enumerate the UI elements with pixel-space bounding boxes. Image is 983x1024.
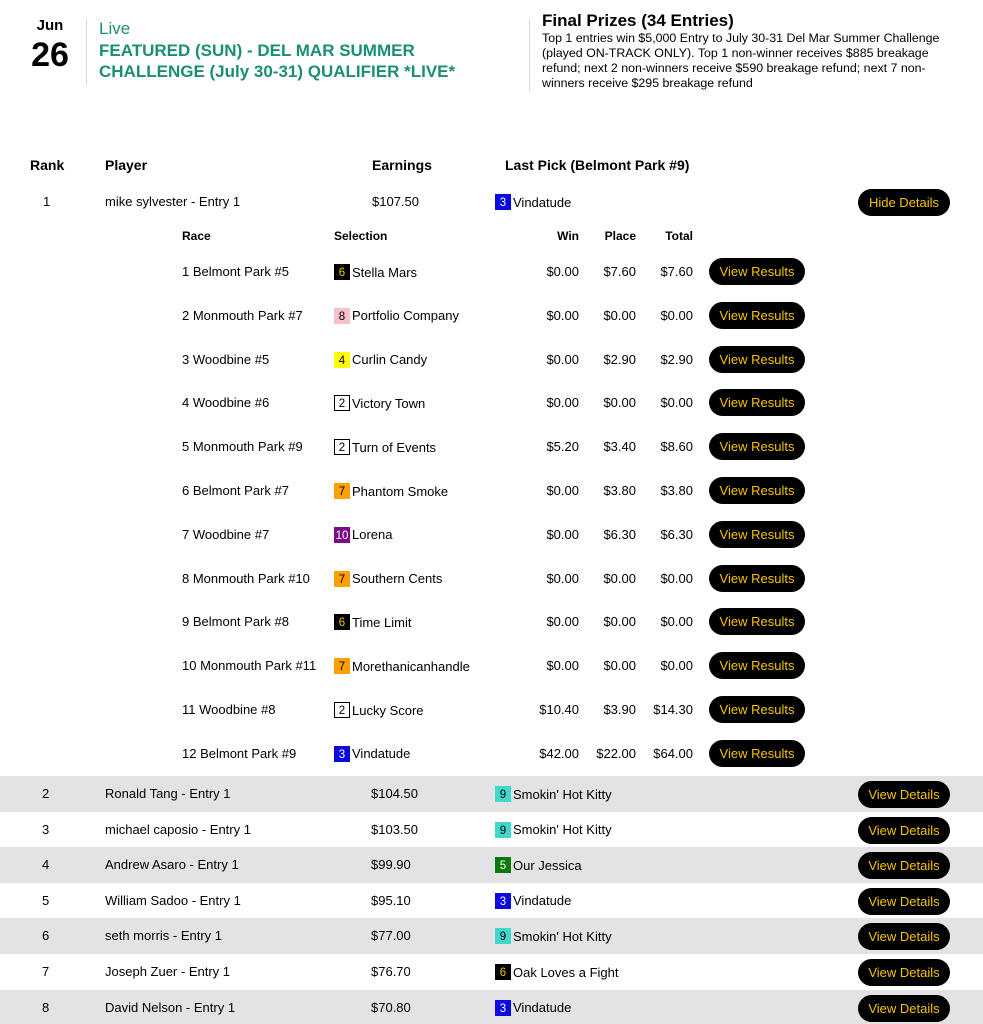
horse-name: Vindatude [513,194,572,210]
horse-name: Turn of Events [352,439,437,455]
view-details-button[interactable]: View Details [858,888,950,915]
horse-name: Smokin' Hot Kitty [513,928,612,944]
view-results-button[interactable]: View Results [709,346,805,373]
win-cell: $0.00 [546,307,579,323]
view-results-button[interactable]: View Results [709,652,805,679]
horse-name: Vindatude [513,1000,572,1016]
total-cell: $0.00 [660,614,693,630]
details-row [0,425,983,469]
view-results-button[interactable]: View Results [709,433,805,460]
saddle-cloth-number: 2 [334,702,350,718]
details-row [0,732,983,776]
rank-cell: 5 [42,892,50,908]
player-cell: David Nelson - Entry 1 [105,999,236,1015]
player-cell: michael caposio - Entry 1 [105,821,251,837]
total-cell: $8.60 [660,439,693,455]
view-results-button[interactable]: View Results [709,258,805,285]
rank-cell: 1 [43,194,51,209]
horse-name: Smokin' Hot Kitty [513,786,612,802]
rank-cell: 3 [42,821,50,837]
place-cell: $0.00 [603,614,636,630]
details-row [0,513,983,557]
details-row [0,469,983,513]
saddle-cloth-number: 7 [334,483,350,499]
view-results-button[interactable]: View Results [709,565,805,592]
selection-cell [334,688,424,732]
view-results-button[interactable]: View Results [709,477,805,504]
saddle-cloth-number: 7 [334,571,350,587]
saddle-cloth-number: 9 [495,786,511,802]
saddle-cloth-number: 6 [334,264,350,280]
table-row-expanded [0,184,983,220]
win-cell: $10.40 [539,702,579,717]
selection-cell [334,425,436,469]
rank-cell: 7 [42,964,50,979]
saddle-cloth-number: 5 [495,857,511,873]
saddle-cloth-number: 6 [334,614,350,630]
race-cell: 2 Monmouth Park #7 [182,307,303,323]
earnings-cell: $103.50 [371,821,418,837]
earnings-cell: $77.00 [371,928,411,944]
earnings-cell: $76.70 [371,964,411,979]
horse-name: Curlin Candy [352,352,428,368]
last-pick-cell [495,184,571,220]
last-pick-cell [495,812,612,848]
selection-cell [334,294,459,338]
place-cell: $7.60 [603,264,636,279]
saddle-cloth-number: 3 [495,1000,511,1016]
place-cell: $2.90 [603,351,636,367]
selection-cell [334,250,417,294]
win-cell: $0.00 [546,614,579,630]
place-cell: $0.00 [603,307,636,323]
view-results-button[interactable]: View Results [709,302,805,329]
status-label: Live [99,19,131,38]
win-cell: $0.00 [546,395,579,411]
saddle-cloth-number: 3 [495,194,511,210]
saddle-cloth-number: 2 [334,395,350,411]
details-row [0,338,983,382]
earnings-cell: $107.50 [372,194,419,209]
details-row [0,644,983,688]
view-details-button[interactable]: View Details [858,995,950,1022]
horse-name: Vindatude [352,746,411,762]
total-cell: $2.90 [660,351,693,367]
view-details-button[interactable]: View Details [858,817,950,844]
column-header-earnings: Earnings [372,157,432,173]
details-row [0,600,983,644]
horse-name: Stella Mars [352,264,418,280]
win-cell: $0.00 [546,483,579,498]
details-row [0,250,983,294]
place-cell: $6.30 [603,526,636,542]
view-results-button[interactable]: View Results [709,521,805,548]
view-details-button[interactable]: View Details [858,923,950,950]
horse-name: Morethanicanhandle [352,658,470,674]
total-cell: $6.30 [660,526,693,542]
table-row [0,812,983,848]
race-cell: 7 Woodbine #7 [182,526,270,542]
horse-name: Phantom Smoke [352,483,449,499]
table-row [0,918,983,954]
contest-date [22,16,78,74]
details-row [0,381,983,425]
details-header-total: Total [665,229,693,243]
rank-cell: 4 [42,857,50,873]
total-cell: $14.30 [653,702,693,717]
place-cell: $22.00 [596,745,636,761]
view-details-button[interactable]: View Details [858,781,950,808]
selection-cell [334,469,448,513]
date-day: 26 [31,36,69,74]
race-cell: 8 Monmouth Park #10 [182,570,310,586]
divider [86,18,87,86]
horse-name: Oak Loves a Fight [513,964,619,980]
date-month: Jun [36,17,64,34]
race-cell: 12 Belmont Park #9 [182,745,297,761]
selection-cell [334,600,411,644]
selection-cell [334,732,410,776]
horse-name: Southern Cents [352,571,443,587]
saddle-cloth-number: 7 [334,658,350,674]
place-cell: $0.00 [603,658,636,674]
table-row [0,990,983,1024]
win-cell: $0.00 [546,658,579,674]
table-row [0,954,983,990]
details-header-selection: Selection [334,229,388,243]
earnings-cell: $104.50 [371,786,418,801]
horse-name: Lucky Score [352,702,424,718]
saddle-cloth-number: 9 [495,822,511,838]
rank-cell: 8 [42,999,50,1015]
win-cell: $42.00 [539,745,579,761]
place-cell: $0.00 [603,395,636,411]
horse-name: Vindatude [513,893,572,909]
race-cell: 5 Monmouth Park #9 [182,439,303,455]
details-header-place: Place [604,229,636,243]
win-cell: $0.00 [546,351,579,367]
horse-name: Smokin' Hot Kitty [513,822,612,838]
contest-header [0,0,983,110]
place-cell: $3.90 [603,702,636,717]
view-results-button[interactable]: View Results [709,696,805,723]
win-cell: $0.00 [546,570,579,586]
last-pick-cell [495,990,571,1024]
player-cell: mike sylvester - Entry 1 [105,194,241,209]
total-cell: $64.00 [653,745,693,761]
selection-cell [334,338,427,382]
view-details-button[interactable]: View Details [858,959,950,986]
horse-name: Time Limit [352,614,412,630]
total-cell: $3.80 [660,483,693,498]
view-results-button[interactable]: View Results [709,740,805,767]
hide-details-button[interactable]: Hide Details [858,189,950,216]
saddle-cloth-number: 6 [495,964,511,980]
details-row [0,688,983,732]
view-details-button[interactable]: View Details [858,852,950,879]
last-pick-cell [495,847,582,883]
horse-name: Our Jessica [513,857,582,873]
player-cell: William Sadoo - Entry 1 [105,892,241,908]
total-cell: $0.00 [660,570,693,586]
rank-cell: 2 [42,786,50,801]
place-cell: $0.00 [603,570,636,586]
view-results-button[interactable]: View Results [709,608,805,635]
win-cell: $5.20 [546,439,579,455]
last-pick-cell [495,776,612,812]
player-cell: Andrew Asaro - Entry 1 [105,857,239,873]
saddle-cloth-number: 3 [495,893,511,909]
details-header-race: Race [182,229,211,243]
saddle-cloth-number: 3 [334,746,350,762]
details-row [0,294,983,338]
view-results-button[interactable]: View Results [709,389,805,416]
last-pick-cell [495,954,619,990]
race-cell: 11 Woodbine #8 [182,702,276,717]
horse-name: Lorena [352,527,393,543]
saddle-cloth-number: 8 [334,308,350,324]
race-cell: 6 Belmont Park #7 [182,483,289,498]
player-cell: Ronald Tang - Entry 1 [105,786,231,801]
total-cell: $0.00 [660,307,693,323]
saddle-cloth-number: 2 [334,439,350,455]
prizes-description: Top 1 entries win $5,000 Entry to July 30-31 Del Mar Summer Challenge (played ON-TRACK ONLY). Top 1 non-winner receives $885 breakage refund; next 2 non-winners receive $590 breakage refund; next 7 non-winners receive $295 breakage refund [542,31,940,90]
total-cell: $0.00 [660,395,693,411]
table-row [0,883,983,919]
race-cell: 4 Woodbine #6 [182,395,270,411]
prizes-title: Final Prizes (34 Entries) [542,11,734,30]
win-cell: $0.00 [546,264,579,279]
selection-cell [334,557,442,601]
last-pick-cell [495,883,571,919]
details-header-win: Win [557,229,579,243]
win-cell: $0.00 [546,526,579,542]
selection-cell [334,381,425,425]
horse-name: Victory Town [352,395,426,411]
place-cell: $3.80 [603,483,636,498]
horse-name: Portfolio Company [352,308,459,324]
column-header-player: Player [105,157,148,173]
earnings-cell: $70.80 [371,999,411,1015]
earnings-cell: $95.10 [371,892,411,908]
race-cell: 3 Woodbine #5 [182,351,270,367]
total-cell: $0.00 [660,658,693,674]
table-row [0,776,983,812]
selection-cell [334,513,392,557]
earnings-cell: $99.90 [371,857,411,873]
column-header-last-pick: Last Pick (Belmont Park #9) [505,157,690,173]
player-cell: Joseph Zuer - Entry 1 [105,964,230,979]
player-cell: seth morris - Entry 1 [105,928,223,944]
rank-cell: 6 [42,928,50,944]
saddle-cloth-number: 4 [334,352,350,368]
place-cell: $3.40 [603,439,636,455]
contest-title: FEATURED (SUN) - DEL MAR SUMMER CHALLENGE (July 30-31) QUALIFIER *LIVE* [99,41,456,81]
race-cell: 9 Belmont Park #8 [182,614,289,630]
details-row [0,557,983,601]
saddle-cloth-number: 10 [334,527,350,543]
table-row [0,847,983,883]
selection-cell [334,644,470,688]
last-pick-cell [495,918,612,954]
race-cell: 1 Belmont Park #5 [182,264,289,279]
column-header-rank: Rank [30,157,65,173]
saddle-cloth-number: 9 [495,928,511,944]
race-cell: 10 Monmouth Park #11 [182,658,317,674]
total-cell: $7.60 [660,264,693,279]
divider [529,18,530,92]
